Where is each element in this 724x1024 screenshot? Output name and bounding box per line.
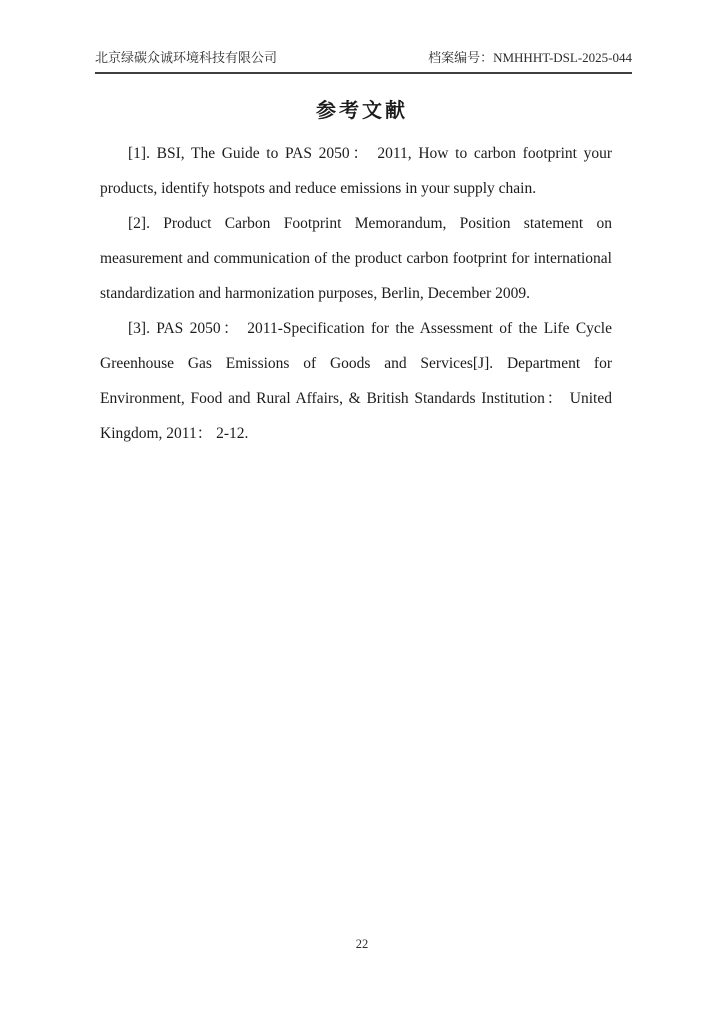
references-list <box>100 136 612 451</box>
doc-number-value: NMHHHT-DSL-2025-044 <box>493 50 632 65</box>
page-header <box>95 50 632 74</box>
reference-item: [3]. PAS 2050： 2011-Specification for the Assessment of the Life Cycle Greenhouse Gas Emissions of Goods and Services[J]. Department for Environment, Food and Rural Affairs, & British Standards Institution： United Kingdom, 2011： 2-12. <box>100 320 612 442</box>
page-number: 22 <box>355 937 369 951</box>
reference-item: [1]. BSI, The Guide to PAS 2050： 2011, How to carbon footprint your products, identify hotspots and reduce emissions in your supply chain. <box>100 145 612 197</box>
reference-item: [2]. Product Carbon Footprint Memorandum, Position statement on measurement and communication of the product carbon footprint for international standardization and harmonization purposes, Berlin, December 2009. <box>100 215 612 302</box>
page-title: 参考文献 <box>316 100 408 122</box>
doc-number-label: 档案编号： <box>428 50 494 65</box>
doc-number <box>428 50 632 66</box>
company-name: 北京绿碳众诚环境科技有限公司 <box>95 50 278 65</box>
